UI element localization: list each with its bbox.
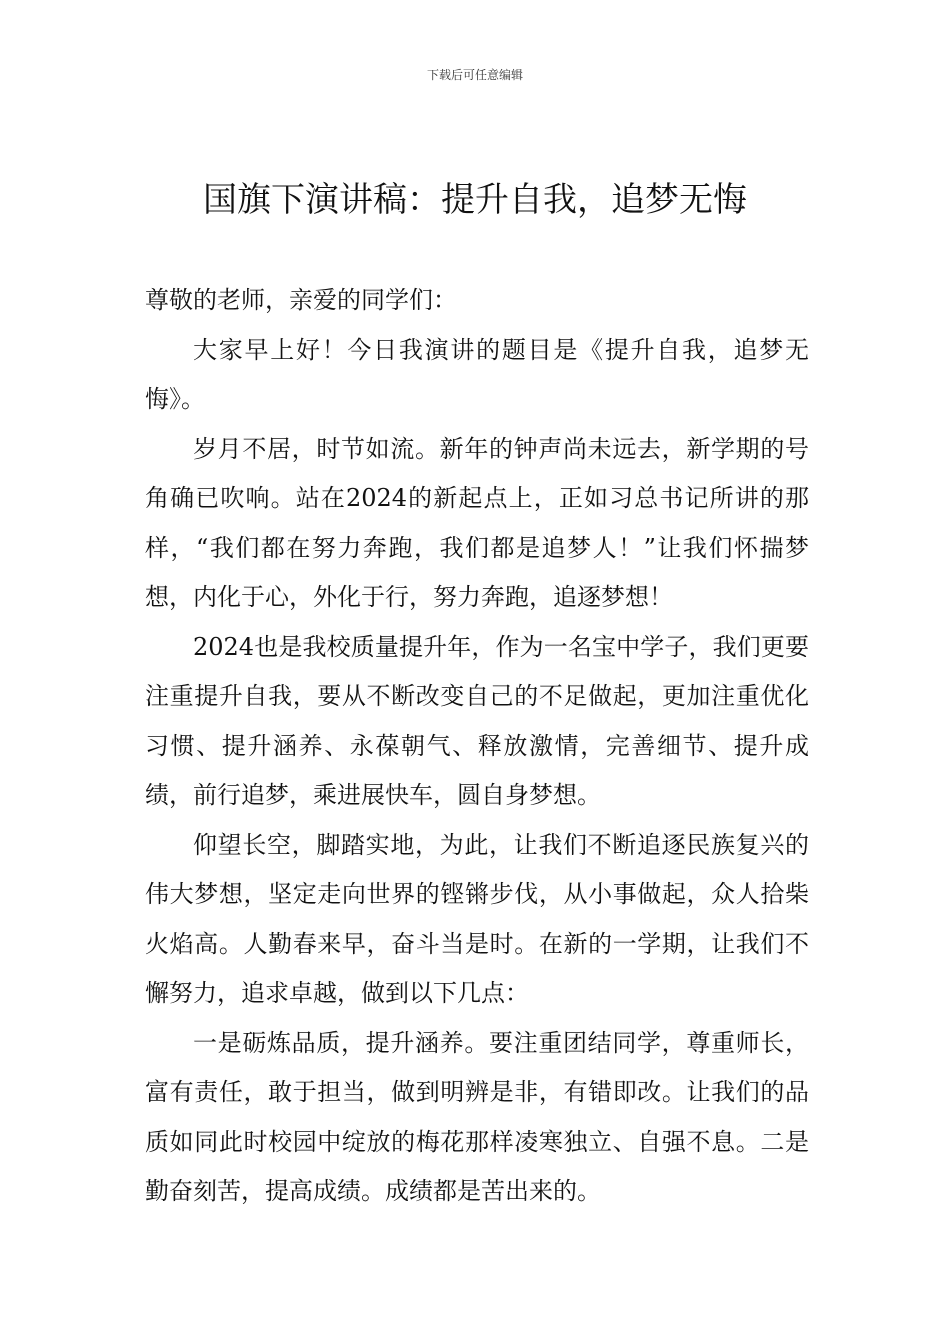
document-body <box>145 276 809 1217</box>
paragraph: 2024也是我校质量提升年，作为一名宝中学子，我们更要注重提升自我，要从不断改变自己的不足做起，更加注重优化习惯、提升涵养、永葆朝气、释放激情，完善细节、提升成绩，前行追梦，乘进展快车，圆自身梦想。 <box>145 632 809 809</box>
salutation: 尊敬的老师，亲爱的同学们： <box>145 286 457 314</box>
paragraph: 一是砺炼品质，提升涵养。要注重团结同学，尊重师长，富有责任，敢于担当，做到明辨是非，有错即改。让我们的品质如同此时校园中绽放的梅花那样凌寒独立、自强不息。二是勤奋刻苦，提高成绩。成绩都是苦出来的。 <box>145 1028 809 1205</box>
header-note: 下载后可任意编辑 <box>426 68 523 82</box>
document-title: 国旗下演讲稿：提升自我，追梦无悔 <box>203 180 747 220</box>
paragraph: 大家早上好！今日我演讲的题目是《提升自我，追梦无悔》。 <box>145 335 809 413</box>
paragraph: 仰望长空，脚踏实地，为此，让我们不断追逐民族复兴的伟大梦想，坚定走向世界的铿锵步伐，从小事做起，众人拾柴火焰高。人勤春来早，奋斗当是时。在新的一学期，让我们不懈努力，追求卓越，做到以下几点： <box>145 830 809 1007</box>
paragraph: 岁月不居，时节如流。新年的钟声尚未远去，新学期的号角确已吹响。站在2024的新起点上，正如习总书记所讲的那样，“我们都在努力奔跑，我们都是追梦人！”让我们怀揣梦想，内化于心，外化于行，努力奔跑，追逐梦想！ <box>145 434 809 611</box>
